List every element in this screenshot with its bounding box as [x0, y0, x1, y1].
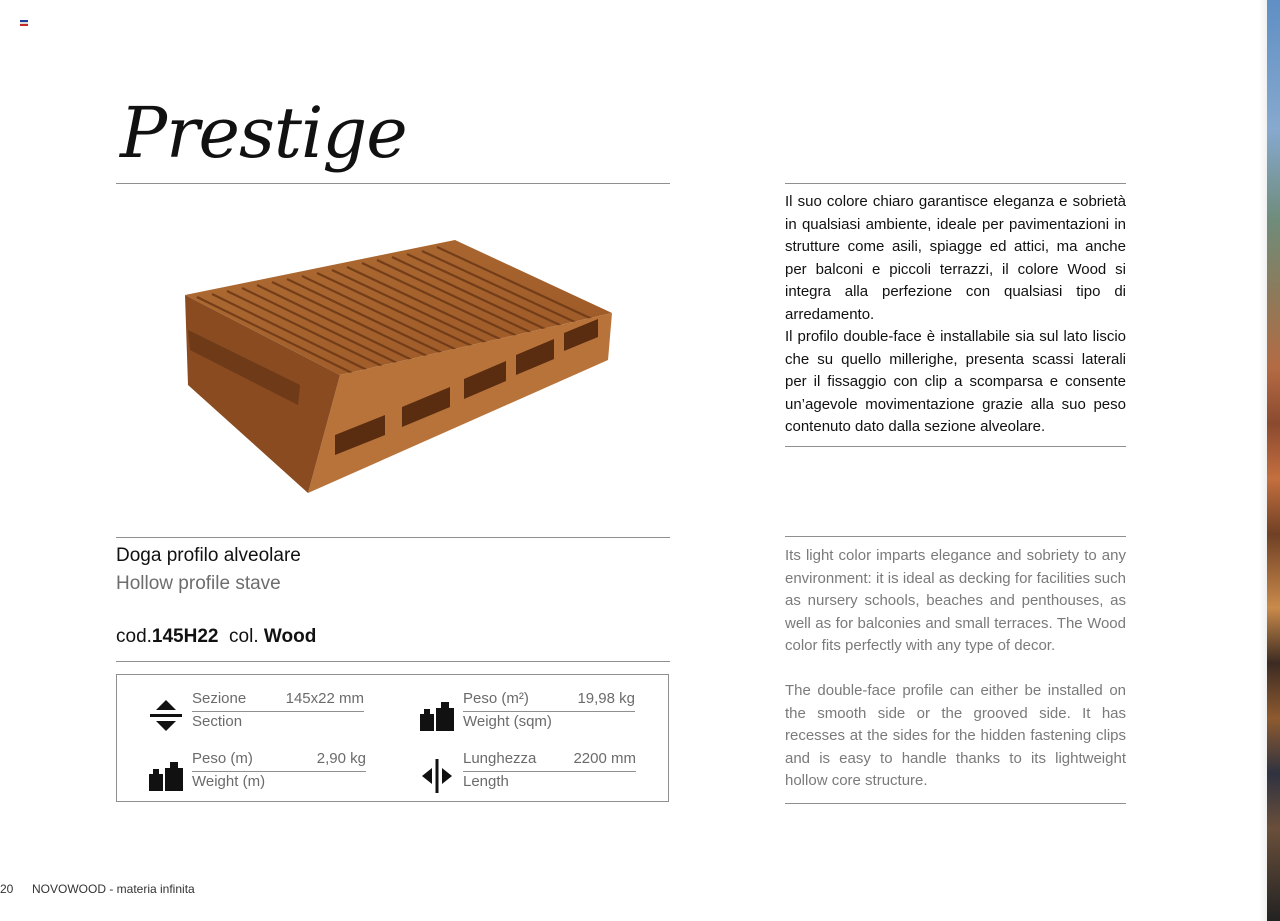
description-english-1: Its light color imparts elegance and sobriety to any environment: it is ideal as decking for facilities such as nursery schools, beaches and penthouses, as well as for balconies and small terraces. The Wood color fits perfectly with any type of decor. [785, 547, 1126, 654]
product-rule-bottom [116, 661, 670, 662]
spec-label-it: Sezione [192, 690, 247, 707]
spec-weight-m [148, 750, 398, 796]
spec-label-en: Length [463, 773, 509, 790]
spec-label-en: Weight (m) [192, 773, 266, 790]
spec-underline [463, 711, 635, 712]
spec-weight-sqm [419, 690, 669, 736]
page-number: 20 [0, 882, 14, 896]
spec-value: 2200 mm [573, 750, 636, 767]
product-rule-top [116, 537, 670, 538]
spec-length [419, 750, 669, 796]
color-prefix: col. [229, 626, 259, 647]
spec-underline [192, 711, 364, 712]
spec-label-it: Lunghezza [463, 750, 537, 767]
description-italian-2: Il profilo double-face è installabile sia sul lato liscio che su quello millerighe, presenta scassi laterali per il fissaggio con clip a scomparsa e consente un’agevole movimentazione grazie alla suo peso contenuto dato dalla sezione alveolare. [785, 328, 1126, 435]
specifications-box [116, 674, 669, 802]
italian-text-rule-top [785, 183, 1126, 184]
english-text-rule-top [785, 536, 1126, 537]
language-flag-icon[interactable] [20, 20, 28, 26]
spec-section [148, 690, 398, 736]
spec-label-en: Weight (sqm) [463, 713, 552, 730]
spec-label-en: Section [192, 713, 243, 730]
length-arrows-icon [419, 758, 455, 794]
spec-underline [192, 771, 366, 772]
spec-underline [463, 771, 636, 772]
description-italian-1: Il suo colore chiaro garantisce eleganza e sobrietà in qualsiasi ambiente, ideale per pavimentazioni in strutture come asili, spiagge ed attici, ma anche per balconi e piccoli terrazzi, il colore Wood si integra alla perfezione con qualsiasi tipo di arredamento. [785, 193, 1126, 323]
title-rule [116, 183, 670, 184]
footer-brand: NOVOWOOD - materia infinita [32, 882, 195, 896]
weights-icon [148, 758, 184, 794]
adjacent-page-photo [1267, 0, 1280, 921]
section-arrows-icon [148, 698, 184, 734]
italian-text-rule-bottom [785, 446, 1126, 447]
english-text-rule-bottom [785, 803, 1126, 804]
description-english-2: The double-face profile can either be installed on the smooth side or the grooved side. It has recesses at the sides for the hidden fastening clips and is easy to handle thanks to its lightweight hollow core structure. [785, 682, 1126, 789]
product-name-english: Hollow profile stave [116, 573, 281, 594]
product-code-line [116, 626, 316, 648]
spec-label-it: Peso (m) [192, 750, 253, 767]
spec-value: 145x22 mm [285, 690, 364, 707]
product-color: Wood [263, 626, 317, 647]
product-name-italian: Doga profilo alveolare [116, 545, 301, 566]
product-code: 145H22 [151, 626, 219, 647]
code-prefix: cod. [116, 626, 152, 647]
spec-value: 2,90 kg [316, 750, 366, 767]
product-deck-board-image [180, 235, 620, 500]
page-edge-shadow [1259, 0, 1267, 921]
page-footer [0, 882, 195, 896]
spec-label-it: Peso (m²) [463, 690, 529, 707]
weights-icon [419, 698, 455, 734]
spec-value: 19,98 kg [577, 690, 635, 707]
collection-title: Prestige [120, 92, 407, 174]
